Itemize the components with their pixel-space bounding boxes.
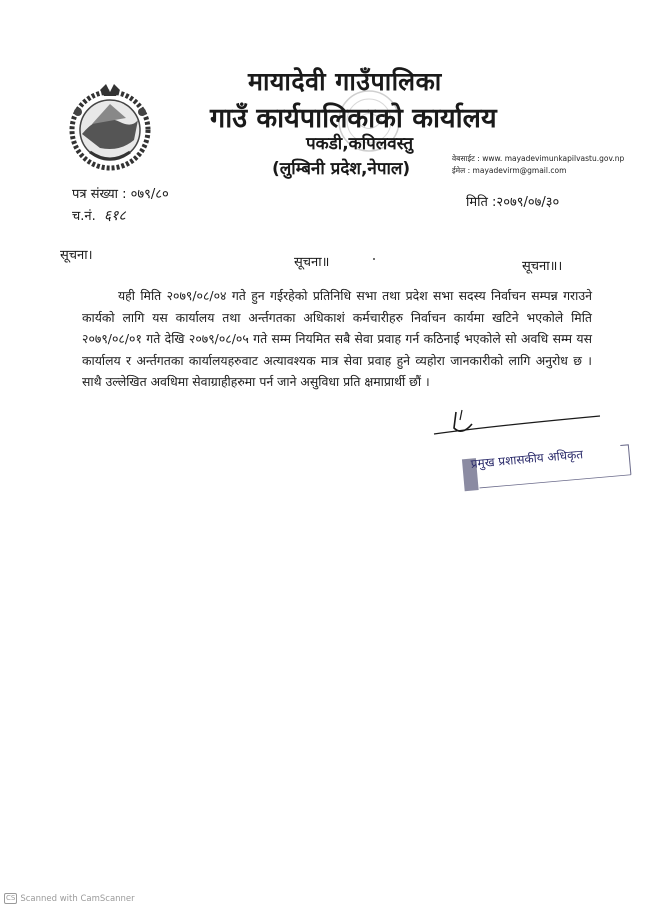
dispatch-value: ६१८ xyxy=(103,208,126,224)
reference-number: पत्र संख्या : ०७९/८० xyxy=(72,187,169,202)
designation-stamp-text: प्रमुख प्रशासकीय अधिकृत xyxy=(470,447,584,471)
municipality-name: मायादेवी गाउँपालिका xyxy=(248,67,442,96)
notice-body-text: यही मिति २०७९/०८/०४ गते हुन गईरहेको प्रतिनिधि सभा तथा प्रदेश सभा सदस्य निर्वाचन सम्पन्न गराउने कार्यको लागि यस कार्यालय तथा अर्न्तगतका अधिकाशं कर्मचारीहरु निर्वाचन कार्यमा खटिने भएकोले मिति २०७९/०८/०१ गते देखि २०७९/०८/०५ गते सम्म नियमित सबै सेवा प्रवाह गर्न कठिनाई भएकोले सो अवधि सम्म यस कार्यालय र अर्न्तगतका कार्यालयहरुवाट अत्यावश्यक मात्र सेवा प्रवाह हुने व्यहोरा जानकारीको लागि अनुरोध छ । साथै उल्लेखित अवधिमा सेवाग्राहीहरुमा पर्न जाने असुविधा प्रति क्षमाप्रार्थी छौं । xyxy=(82,288,592,390)
camscanner-logo-icon: CS xyxy=(6,894,16,902)
office-name: गाउँ कार्यपालिकाको कार्यालय xyxy=(210,103,497,134)
letter-date: मिति :२०७९/०७/३० xyxy=(466,195,560,210)
dispatch-prefix: च.नं. xyxy=(72,209,96,224)
scanner-watermark xyxy=(4,893,135,904)
website-line: वेबसाईट : www. mayadevimunkapilvastu.gov.np xyxy=(452,154,625,163)
email-line: ईमेल : mayadevirm@gmail.com xyxy=(452,166,567,175)
scanner-watermark-text: Scanned with CamScanner xyxy=(20,893,135,904)
notice-label-2: सूचना॥ xyxy=(294,255,330,270)
stray-dot xyxy=(373,258,375,260)
handwritten-signature xyxy=(432,406,604,446)
notice-label-3: सूचना॥। xyxy=(522,259,563,274)
nepal-emblem-icon xyxy=(60,82,160,174)
office-location: पकडी,कपिलवस्तु xyxy=(306,134,414,154)
notice-body xyxy=(82,285,592,393)
notice-label-1: सूचना। xyxy=(60,248,93,263)
dispatch-number xyxy=(72,206,126,225)
province-country: (लुम्बिनी प्रदेश,नेपाल) xyxy=(272,159,411,179)
